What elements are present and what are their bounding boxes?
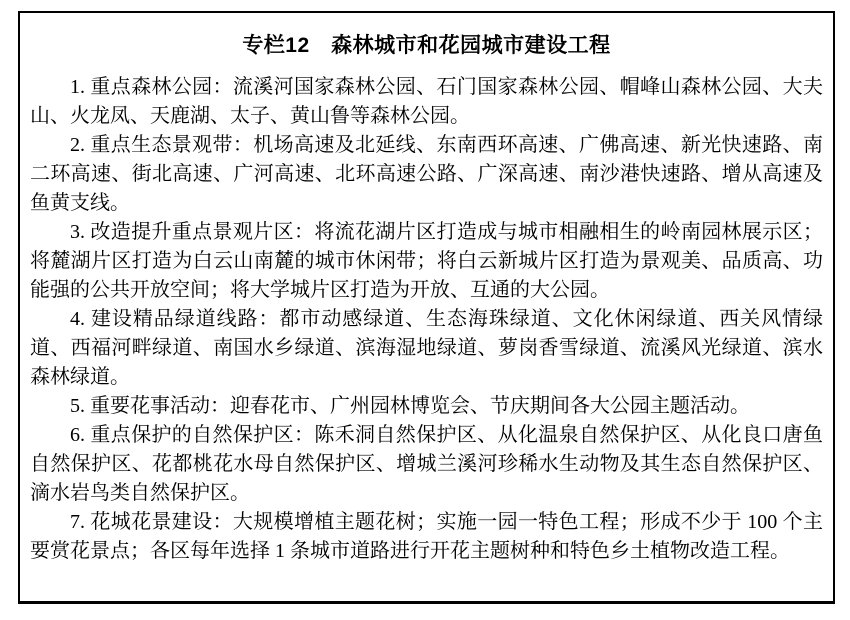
panel-item-3: 3. 改造提升重点景观片区：将流花湖片区打造成与城市相融相生的岭南园林展示区；将麓湖片区打造为白云山南麓的城市休闲带；将白云新城片区打造为景观美、品质高、功能强的公共开放空间；将大学城片区打造为开放、互通的大公园。 <box>30 221 823 301</box>
panel-item-2: 2. 重点生态景观带：机场高速及北延线、东南西环高速、广佛高速、新光快速路、南二环高速、街北高速、广河高速、北环高速公路、广深高速、南沙港快速路、增从高速及鱼黄支线。 <box>30 134 823 214</box>
panel-item-6: 6. 重点保护的自然保护区：陈禾洞自然保护区、从化温泉自然保护区、从化良口唐鱼自然保护区、花都桃花水母自然保护区、增城兰溪河珍稀水生动物及其生态自然保护区、滴水岩鸟类自然保护区。 <box>30 424 823 504</box>
panel-item-4: 4. 建设精品绿道线路：都市动感绿道、生态海珠绿道、文化休闲绿道、西关风情绿道、西福河畔绿道、南国水乡绿道、滨海湿地绿道、萝岗香雪绿道、流溪风光绿道、滨水森林绿道。 <box>30 308 823 388</box>
panel-item-7: 7. 花城花景建设：大规模增植主题花树；实施一园一特色工程；形成不少于 100 个主要赏花景点；各区每年选择 1 条城市道路进行开花主题树种和特色乡土植物改造工程。 <box>30 511 823 562</box>
panel-body <box>30 73 823 566</box>
panel-item-1: 1. 重点森林公园：流溪河国家森林公园、石门国家森林公园、帽峰山森林公园、大夫山、火龙凤、天鹿湖、太子、黄山鲁等森林公园。 <box>30 76 823 127</box>
panel-item-5: 5. 重要花事活动：迎春花市、广州园林博览会、节庆期间各大公园主题活动。 <box>70 395 750 417</box>
panel-title: 专栏12 森林城市和花园城市建设工程 <box>242 34 611 57</box>
boxed-sidebar-panel <box>18 11 835 604</box>
